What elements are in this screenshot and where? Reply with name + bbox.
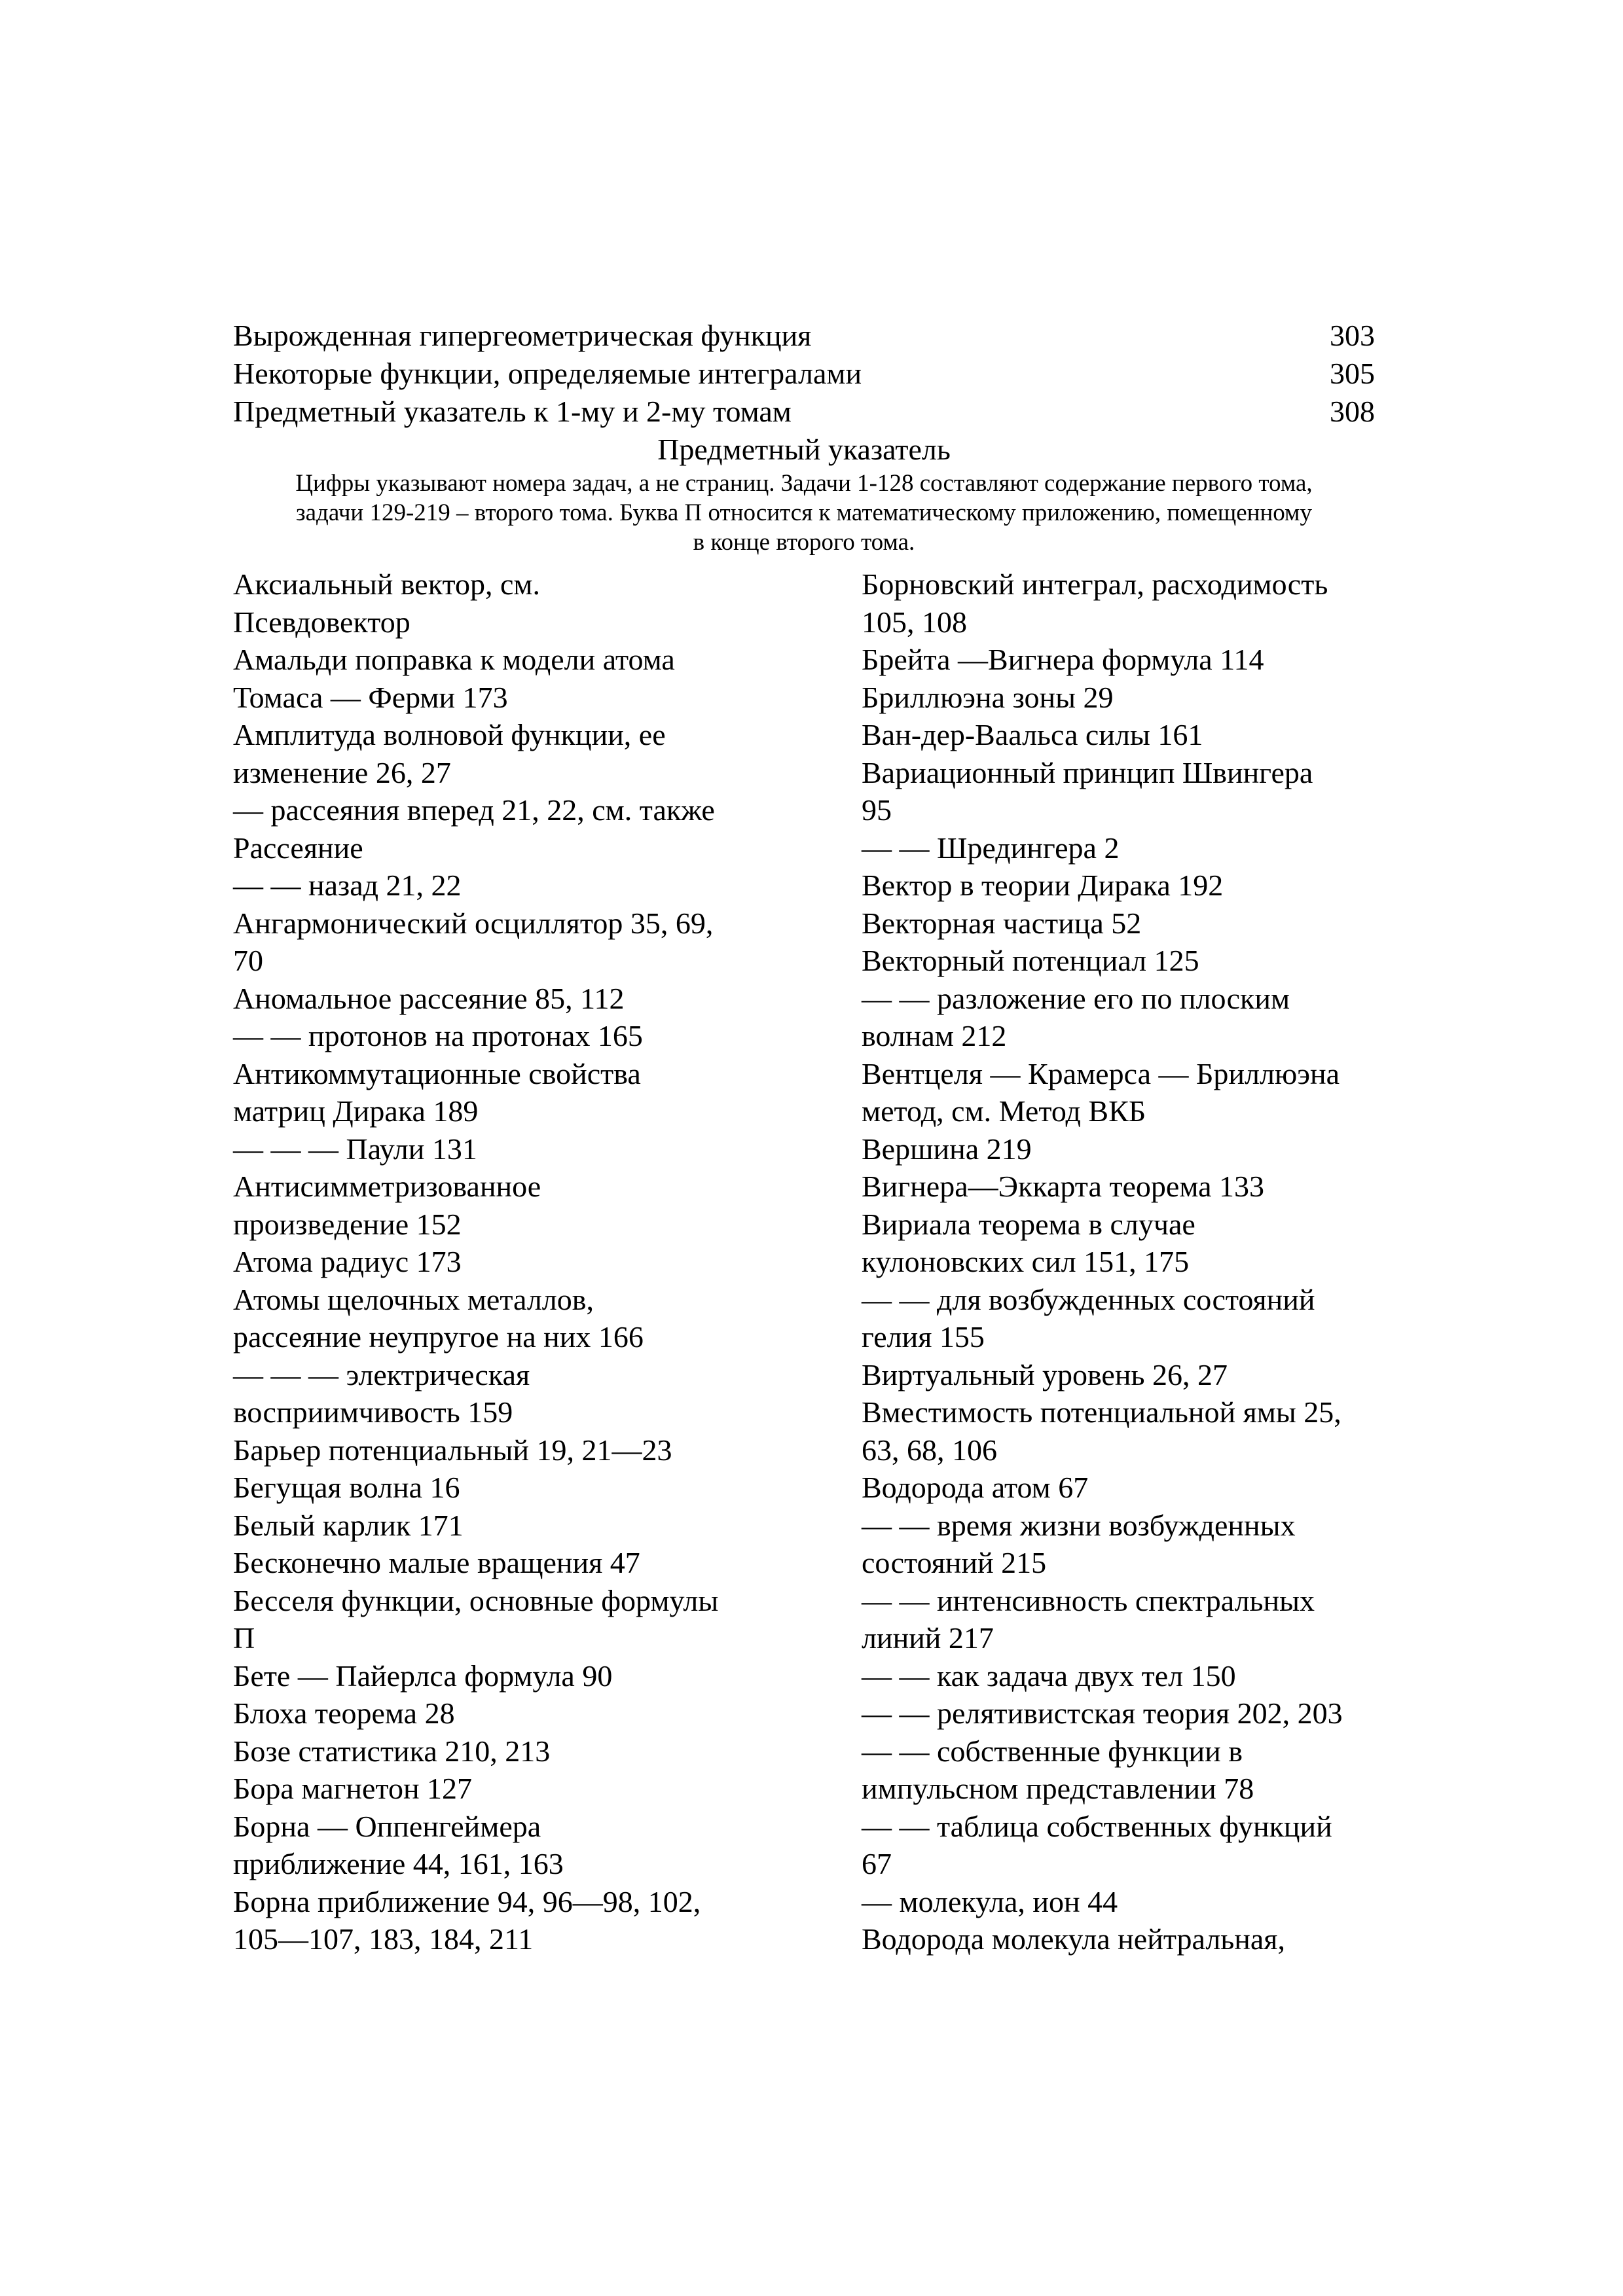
index-entry <box>862 1393 1425 1469</box>
index-entry-continuation: изменение 26, 27 <box>233 755 451 789</box>
index-entry-continuation: волнам 212 <box>862 1019 1007 1052</box>
index-entry-continuation: метод, см. Метод ВКБ <box>862 1094 1146 1128</box>
index-entry-line: Вириала теорема в случае <box>862 1207 1195 1241</box>
index-entry-line: Антикоммутационные свойства <box>233 1056 641 1090</box>
index-entry-continuation: матриц Дирака 189 <box>233 1094 479 1128</box>
index-entry-line: — — Шредингера 2 <box>862 831 1120 865</box>
index-entry <box>233 716 835 791</box>
index-entry <box>862 980 1425 1055</box>
index-entry-continuation: кулоновских сил 151, 175 <box>862 1245 1190 1278</box>
index-entry-line: — — — Паули 131 <box>233 1132 477 1166</box>
index-entry <box>233 980 835 1018</box>
index-entry-line: Виртуальный уровень 26, 27 <box>862 1357 1228 1391</box>
index-entry-line: Вариационный принцип Швингера <box>862 755 1313 789</box>
toc-title: Вырожденная гипергеометрическая функция <box>233 319 812 352</box>
toc-title: Предметный указатель к 1-му и 2-му томам <box>233 395 792 428</box>
index-entry <box>862 754 1425 829</box>
index-entry <box>233 1243 835 1281</box>
index-entry-line: Атома радиус 173 <box>233 1245 462 1278</box>
index-entry-line: Бозе статистика 210, 213 <box>233 1734 551 1768</box>
index-note-line: Цифры указывают номера задач, а не страниц. Задачи 1-128 составляют содержание первого тома, <box>295 470 1313 497</box>
index-entry <box>862 829 1425 867</box>
index-entry-line: Блоха теорема 28 <box>233 1696 455 1730</box>
index-entry-continuation: 70 <box>233 944 263 977</box>
index-entry-line: Белый карлик 171 <box>233 1508 464 1542</box>
index-entry <box>233 1657 835 1695</box>
index-entry <box>862 905 1425 942</box>
index-entry-line: — — протонов на протонах 165 <box>233 1019 643 1052</box>
index-entry-line: Ангармонический осциллятор 35, 69, <box>233 906 714 940</box>
index-entry-line: — — интенсивность спектральных <box>862 1583 1315 1617</box>
index-entry-continuation: 105—107, 183, 184, 211 <box>233 1922 534 1956</box>
index-entry <box>862 1657 1425 1695</box>
index-entry-line: Борновский интеграл, расходимость <box>862 567 1328 601</box>
index-entry <box>233 1770 835 1808</box>
index-entry <box>233 867 835 905</box>
index-entry-line: Аномальное рассеяние 85, 112 <box>233 981 625 1015</box>
index-entry-line: Бора магнетон 127 <box>233 1772 473 1805</box>
index-entry-line: Вершина 219 <box>862 1132 1032 1166</box>
index-entry <box>233 1168 835 1243</box>
index-entry-continuation: 105, 108 <box>862 605 967 639</box>
index-entry-continuation: линий 217 <box>862 1621 994 1655</box>
index-entry-line: Амплитуда волновой функции, ее <box>233 718 666 751</box>
index-entry <box>862 716 1425 754</box>
index-entry <box>862 641 1425 679</box>
index-entry <box>862 1130 1425 1168</box>
index-entry-line: — — разложение его по плоским <box>862 981 1290 1015</box>
index-entry-line: Вместимость потенциальной ямы 25, <box>862 1395 1341 1429</box>
index-entry-line: — — таблица собственных функций <box>862 1809 1332 1843</box>
index-entry <box>862 1808 1425 1883</box>
index-note <box>233 469 1375 557</box>
index-entry <box>862 1469 1425 1507</box>
index-column-left <box>233 565 835 1958</box>
index-entry-line: Водорода атом 67 <box>862 1471 1089 1504</box>
index-entry <box>233 1281 835 1356</box>
index-entry <box>233 1883 835 1958</box>
toc-page-number: 305 <box>1330 357 1375 390</box>
index-entry-line: — — как задача двух тел 150 <box>862 1659 1236 1693</box>
index-entry-line: — — релятивистская теория 202, 203 <box>862 1696 1343 1730</box>
toc-page-number: 303 <box>1330 319 1375 352</box>
index-entry-line: Барьер потенциальный 19, 21—23 <box>233 1433 672 1467</box>
index-entry <box>862 1055 1425 1130</box>
index-entry-line: — — собственные функции в <box>862 1734 1243 1768</box>
index-entry <box>233 1017 835 1055</box>
index-entry-line: Борна приближение 94, 96—98, 102, <box>233 1884 701 1918</box>
index-entry-line: — — для возбужденных состояний <box>862 1282 1315 1316</box>
index-entry <box>862 1582 1425 1657</box>
index-entry-line: Борна — Оппенгеймера <box>233 1809 541 1843</box>
index-entry-line: Бесселя функции, основные формулы <box>233 1583 719 1617</box>
index-entry-line: Ван-дер-Ваальса силы 161 <box>862 718 1203 751</box>
index-entry-continuation: Рассеяние <box>233 831 363 865</box>
index-entry-continuation: произведение 152 <box>233 1207 462 1241</box>
index-entry <box>862 679 1425 717</box>
index-entry-line: Томаса — Ферми 173 <box>233 680 508 714</box>
index-entry <box>862 1168 1425 1206</box>
toc-row <box>233 355 1375 393</box>
index-entry-line: Антисимметризованное <box>233 1170 541 1203</box>
index-entry-line: Амальди поправка к модели атома <box>233 643 675 676</box>
toc-title: Некоторые функции, определяемые интегралами <box>233 357 862 390</box>
index-entry-line: Аксиальный вектор, см. <box>233 567 540 601</box>
index-entry-continuation: 63, 68, 106 <box>862 1433 997 1467</box>
index-entry-continuation: Псевдовектор <box>233 605 410 639</box>
index-entry-line: Бриллюэна зоны 29 <box>862 680 1114 714</box>
index-entry-line: Брейта —Вигнера формула 114 <box>862 643 1264 676</box>
index-entry <box>862 1281 1425 1356</box>
index-entry <box>862 1883 1425 1921</box>
index-entry-continuation: импульсном представлении 78 <box>862 1772 1254 1805</box>
index-entry <box>233 1356 835 1431</box>
index-entry-continuation: гелия 155 <box>862 1320 985 1354</box>
index-entry <box>233 1431 835 1469</box>
index-entry <box>862 1507 1425 1582</box>
index-entry-line: Вектор в теории Дирака 192 <box>862 869 1224 902</box>
index-entry-line: Вигнера—Эккарта теорема 133 <box>862 1170 1265 1203</box>
index-entry-continuation: восприимчивость 159 <box>233 1395 513 1429</box>
index-entry <box>233 1808 835 1883</box>
index-entry <box>862 942 1425 980</box>
index-entry <box>862 1356 1425 1394</box>
index-entry-line: Водорода молекула нейтральная, <box>862 1922 1285 1956</box>
index-entry <box>233 1055 835 1130</box>
index-entry <box>233 1544 835 1582</box>
index-entry <box>233 1130 835 1168</box>
index-entry-line: Бесконечно малые вращения 47 <box>233 1546 640 1579</box>
index-entry <box>233 905 835 980</box>
index-entry <box>862 1206 1425 1281</box>
index-entry <box>862 1695 1425 1732</box>
index-column-right <box>862 565 1425 1958</box>
index-heading: Предметный указатель <box>657 433 951 466</box>
toc-row <box>233 393 1375 431</box>
index-entry <box>862 867 1425 905</box>
index-entry-line: Бете — Пайерлса формула 90 <box>233 1659 613 1693</box>
index-entry <box>233 1469 835 1507</box>
table-of-contents <box>233 317 1375 431</box>
index-entry-line: Векторный потенциал 125 <box>862 944 1199 977</box>
index-entry <box>233 791 835 867</box>
index-note-line: в конце второго тома. <box>693 529 915 556</box>
index-entry-continuation: 95 <box>862 793 892 827</box>
index-entry <box>233 679 835 717</box>
index-entry-continuation: П <box>233 1621 255 1655</box>
index-entry <box>233 1695 835 1732</box>
index-entry-line: Бегущая волна 16 <box>233 1471 460 1504</box>
index-entry <box>233 641 835 679</box>
index-entry <box>862 1920 1425 1958</box>
index-entry-continuation: состояний 215 <box>862 1546 1047 1579</box>
index-entry <box>233 1732 835 1770</box>
index-note-line: задачи 129-219 – второго тома. Буква П относится к математическому приложению, помещенному <box>296 499 1312 526</box>
index-entry-continuation: приближение 44, 161, 163 <box>233 1847 564 1880</box>
index-entry-line: Вентцеля — Крамерса — Бриллюэна <box>862 1056 1340 1090</box>
index-entry-line: — молекула, ион 44 <box>862 1884 1118 1918</box>
toc-row <box>233 317 1375 355</box>
index-entry-continuation: рассеяние неупругое на них 166 <box>233 1320 644 1354</box>
index-entry-line: Атомы щелочных металлов, <box>233 1282 594 1316</box>
index-entry <box>233 1507 835 1545</box>
index-entry-line: — — — электрическая <box>233 1357 530 1391</box>
index-entry <box>862 1732 1425 1808</box>
index-entry-line: Векторная частица 52 <box>862 906 1142 940</box>
index-entry-line: — — время жизни возбужденных <box>862 1508 1296 1542</box>
index-entry-line: — — назад 21, 22 <box>233 869 462 902</box>
index-entry-line: — рассеяния вперед 21, 22, см. также <box>233 793 715 827</box>
index-entry <box>862 565 1425 641</box>
index-entry <box>233 565 835 641</box>
index-entry <box>233 1582 835 1657</box>
toc-page-number: 308 <box>1330 395 1375 428</box>
index-entry-continuation: 67 <box>862 1847 892 1880</box>
